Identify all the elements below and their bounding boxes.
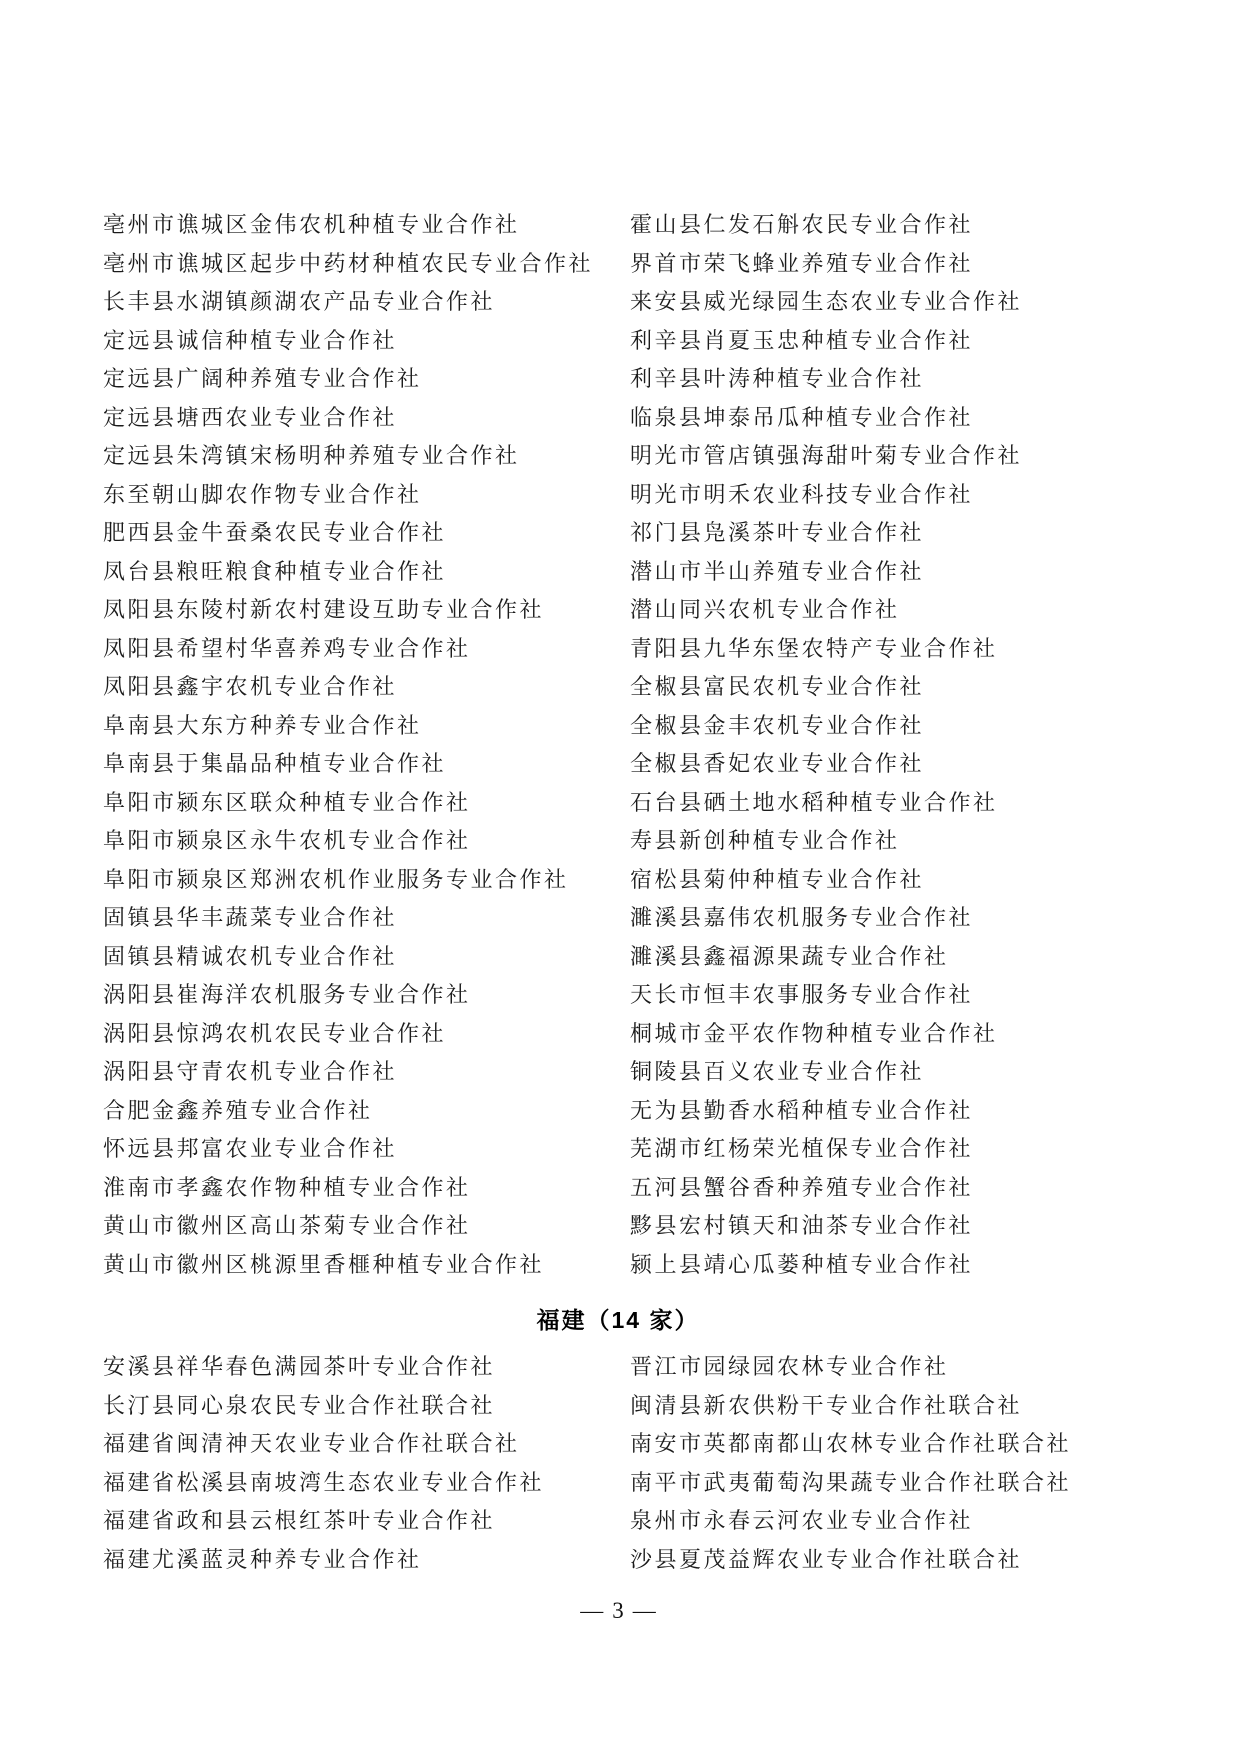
cooperative-name: 黟县宏村镇天和油茶专业合作社: [630, 1213, 974, 1238]
cooperative-name: 祁门县凫溪茶叶专业合作社: [630, 520, 925, 545]
cooperative-name: 阜南县于集晶品种植专业合作社: [103, 751, 447, 776]
cooperative-name: 固镇县华丰蔬菜专业合作社: [103, 905, 398, 930]
cooperative-name: 晋江市园绿园农林专业合作社: [630, 1354, 949, 1379]
list-row: [103, 899, 1240, 938]
cooperative-name: 青阳县九华东堡农特产专业合作社: [630, 635, 998, 661]
list-row: [103, 437, 1240, 476]
list-row: [103, 630, 1240, 669]
cooperative-name: 定远县诚信种植专业合作社: [103, 327, 398, 353]
list-row: [103, 245, 1240, 284]
cooperative-name: 霍山县仁发石斛农民专业合作社: [630, 212, 974, 237]
cooperative-name: 凤阳县东陵村新农村建设互助专业合作社: [103, 597, 545, 622]
cooperative-name: 亳州市谯城区起步中药材种植农民专业合作社: [103, 250, 594, 276]
cooperative-name: 潜山同兴农机专业合作社: [630, 597, 900, 622]
cooperative-name: 长汀县同心泉农民专业合作社联合社: [103, 1392, 496, 1418]
list-row: [103, 283, 1240, 322]
cooperative-name: 天长市恒丰农事服务专业合作社: [630, 982, 974, 1007]
cooperative-name: 石台县硒土地水稻种植专业合作社: [630, 789, 998, 815]
cooperative-name: 长丰县水湖镇颜湖农产品专业合作社: [103, 289, 496, 314]
cooperative-name: 界首市荣飞蜂业养殖专业合作社: [630, 250, 974, 276]
cooperative-name: 定远县广阔种养殖专业合作社: [103, 366, 422, 391]
cooperative-name: 肥西县金牛蚕桑农民专业合作社: [103, 520, 447, 545]
cooperative-name: 涡阳县崔海洋农机服务专业合作社: [103, 982, 471, 1007]
cooperative-name: 闽清县新农供粉干专业合作社联合社: [630, 1392, 1023, 1418]
cooperative-name: 阜阳市颍泉区永牛农机专业合作社: [103, 828, 471, 853]
cooperative-name: 阜阳市颍泉区郑洲农机作业服务专业合作社: [103, 866, 569, 892]
list-row: [103, 1348, 1240, 1387]
cooperative-name: 颍上县靖心瓜蒌种植专业合作社: [630, 1251, 974, 1277]
list-row: [103, 784, 1240, 823]
list-row: [103, 745, 1240, 784]
cooperative-name: 亳州市谯城区金伟农机种植专业合作社: [103, 212, 520, 237]
cooperative-name: 明光市管店镇强海甜叶菊专业合作社: [630, 443, 1023, 468]
cooperative-name: 来安县威光绿园生态农业专业合作社: [630, 289, 1023, 314]
cooperative-name: 定远县朱湾镇宋杨明种养殖专业合作社: [103, 443, 520, 468]
cooperative-name: 潜山市半山养殖专业合作社: [630, 558, 925, 584]
cooperative-name: 东至朝山脚农作物专业合作社: [103, 481, 422, 507]
cooperative-name: 淮南市孝鑫农作物种植专业合作社: [103, 1174, 471, 1200]
page-number: 3: [612, 1598, 624, 1623]
cooperative-name: 桐城市金平农作物种植专业合作社: [630, 1020, 998, 1046]
list-row: [103, 514, 1240, 553]
cooperative-name: 五河县蟹谷香种养殖专业合作社: [630, 1174, 974, 1200]
cooperative-name: 铜陵县百义农业专业合作社: [630, 1059, 925, 1084]
cooperative-name: 凤台县粮旺粮食种植专业合作社: [103, 558, 447, 584]
list-row: [103, 1207, 1240, 1246]
cooperative-name: 宿松县菊仲种植专业合作社: [630, 866, 925, 892]
list-row: [103, 1246, 1240, 1285]
cooperative-name: 定远县塘西农业专业合作社: [103, 404, 398, 430]
cooperative-name: 固镇县精诚农机专业合作社: [103, 943, 398, 969]
cooperative-name: 福建省松溪县南坡湾生态农业专业合作社: [103, 1469, 545, 1495]
list-row: [103, 1015, 1240, 1054]
cooperative-name: 芜湖市红杨荣光植保专业合作社: [630, 1136, 974, 1161]
list-row: [103, 707, 1240, 746]
list-row: [103, 591, 1240, 630]
cooperative-name: 全椒县香妃农业专业合作社: [630, 751, 925, 776]
cooperative-list-anhui: [103, 206, 1240, 1284]
list-row: [103, 861, 1240, 900]
list-row: [103, 976, 1240, 1015]
cooperative-name: 寿县新创种植专业合作社: [630, 828, 900, 853]
cooperative-name: 合肥金鑫养殖专业合作社: [103, 1097, 373, 1123]
cooperative-name: 涡阳县守青农机专业合作社: [103, 1059, 398, 1084]
list-row: [103, 476, 1240, 515]
cooperative-name: 明光市明禾农业科技专业合作社: [630, 481, 974, 507]
cooperative-name: 利辛县叶涛种植专业合作社: [630, 366, 925, 391]
list-row: [103, 1425, 1240, 1464]
list-row: [103, 668, 1240, 707]
cooperative-name: 濉溪县鑫福源果蔬专业合作社: [630, 943, 949, 969]
cooperative-name: 怀远县邦富农业专业合作社: [103, 1136, 398, 1161]
list-row: [103, 1092, 1240, 1131]
list-row: [103, 360, 1240, 399]
list-row: [103, 1169, 1240, 1208]
cooperative-name: 泉州市永春云河农业专业合作社: [630, 1508, 974, 1533]
cooperative-name: 无为县勤香水稻种植专业合作社: [630, 1097, 974, 1123]
list-row: [103, 322, 1240, 361]
cooperative-name: 临泉县坤泰吊瓜种植专业合作社: [630, 404, 974, 430]
cooperative-name: 黄山市徽州区高山茶菊专业合作社: [103, 1213, 471, 1238]
cooperative-name: 阜南县大东方种养专业合作社: [103, 712, 422, 738]
cooperative-name: 全椒县富民农机专业合作社: [630, 674, 925, 699]
list-row: [103, 399, 1240, 438]
cooperative-name: 福建省闽清神天农业专业合作社联合社: [103, 1431, 520, 1456]
list-row: [103, 1387, 1240, 1426]
cooperative-name: 阜阳市颍东区联众种植专业合作社: [103, 789, 471, 815]
footer-dash-left: —: [580, 1598, 604, 1623]
list-row: [103, 1464, 1240, 1503]
cooperative-name: 沙县夏茂益辉农业专业合作社联合社: [630, 1546, 1023, 1572]
cooperative-name: 全椒县金丰农机专业合作社: [630, 712, 925, 738]
page-footer: [0, 1596, 1236, 1626]
list-row: [103, 822, 1240, 861]
list-row: [103, 206, 1240, 245]
list-row: [103, 938, 1240, 977]
cooperative-name: 南平市武夷葡萄沟果蔬专业合作社联合社: [630, 1469, 1072, 1495]
cooperative-name: 福建省政和县云根红茶叶专业合作社: [103, 1508, 496, 1533]
list-row: [103, 1130, 1240, 1169]
footer-dash-right: —: [632, 1598, 656, 1623]
cooperative-name: 安溪县祥华春色满园茶叶专业合作社: [103, 1354, 496, 1379]
list-row: [103, 1053, 1240, 1092]
cooperative-name: 南安市英都南都山农林专业合作社联合社: [630, 1431, 1072, 1456]
cooperative-name: 凤阳县鑫宇农机专业合作社: [103, 674, 398, 699]
cooperative-name: 濉溪县嘉伟农机服务专业合作社: [630, 905, 974, 930]
cooperative-name: 凤阳县希望村华喜养鸡专业合作社: [103, 635, 471, 661]
cooperative-name: 涡阳县惊鸿农机农民专业合作社: [103, 1020, 447, 1046]
list-row: [103, 1541, 1240, 1580]
list-row: [103, 553, 1240, 592]
cooperative-name: 福建尤溪蓝灵种养专业合作社: [103, 1546, 422, 1572]
list-row: [103, 1502, 1240, 1541]
cooperative-list-fujian: [103, 1348, 1240, 1579]
cooperative-name: 利辛县肖夏玉忠种植专业合作社: [630, 327, 974, 353]
section-heading-fujian: 福建（14 家）: [536, 1307, 700, 1333]
cooperative-name: 黄山市徽州区桃源里香榧种植专业合作社: [103, 1251, 545, 1277]
